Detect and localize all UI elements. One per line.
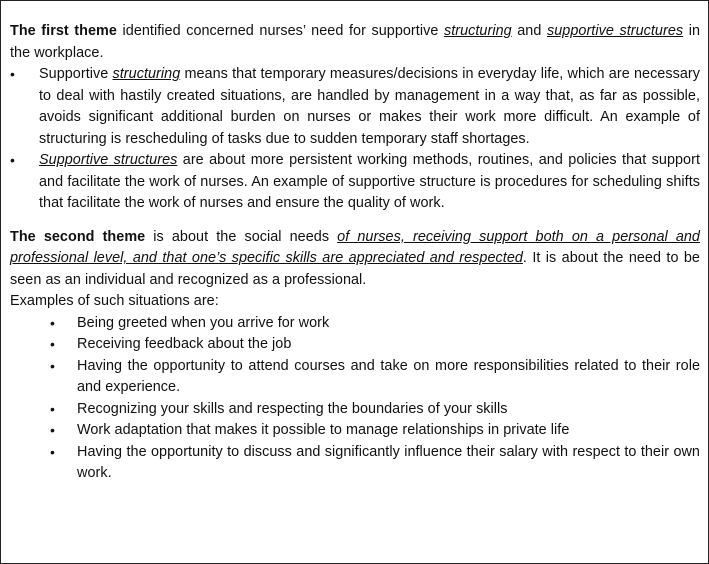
bullet-text: means that temporary measures/decisions in everyday life, which are necessary to deal with hastily created situations, are handled by management in a way that, as far as possible, avoids significant additional burden on nurses or makes their work more difficult. An example of structuring is rescheduling of tasks due to sudden temporary staff shortages. (39, 66, 700, 147)
theme2-intro (10, 227, 700, 292)
example-text: Having the opportunity to discuss and significantly influence their salary with respect to their own work. (77, 443, 700, 481)
theme2-intro-a: is about the social needs (145, 228, 338, 245)
theme2-examples-list (10, 313, 700, 485)
theme1-term-structuring: structuring (443, 23, 512, 39)
theme2-emphasis: of nurses, receiving support both on a personal and professional level, and that one’s specific skills are appreciated and respected (10, 228, 700, 266)
document-body (10, 21, 700, 485)
bullet-term: structuring (112, 66, 181, 82)
example-text: Being greeted when you arrive for work (77, 314, 330, 331)
bullet-icon: • (10, 66, 15, 82)
spacer (10, 215, 700, 227)
list-item (10, 313, 700, 335)
list-item (10, 356, 700, 399)
bullet-icon: • (50, 443, 55, 460)
list-item (10, 64, 700, 150)
bullet-icon: • (50, 357, 55, 374)
theme1-heading: The first theme (10, 23, 117, 39)
bullet-prefix: Supportive (39, 66, 113, 82)
bullet-icon: • (50, 422, 55, 438)
theme1-intro (10, 21, 700, 64)
bullet-icon: • (50, 400, 55, 417)
theme1-intro-a: identified concerned nurses’ need for supportive (116, 23, 444, 39)
example-text: Work adaptation that makes it possible to manage relationships in private life (77, 422, 570, 438)
theme1-term-structures: supportive structures (546, 23, 684, 39)
list-item (10, 150, 700, 215)
theme1-intro-b: and (511, 23, 547, 39)
bullet-icon: • (10, 152, 15, 168)
bullet-term: Supportive structures (39, 152, 178, 168)
example-text: Receiving feedback about the job (77, 336, 292, 352)
list-item (10, 399, 700, 421)
example-text: Having the opportunity to attend courses and take on more responsibilities related to their role and experience. (77, 357, 700, 395)
theme1-intro-c: in the workplace. (10, 23, 700, 61)
theme1-bullet-list (10, 64, 700, 215)
bullet-text: are about more persistent working methods, routines, and policies that support and facilitate the work of nurses. An example of supportive structure is procedures for scheduling shifts that facilitate the work of nurses and ensure the quality of work. (39, 152, 700, 211)
list-item (10, 442, 700, 485)
list-item (10, 334, 700, 356)
list-item (10, 420, 700, 442)
theme2-heading: The second theme (10, 228, 146, 245)
theme2-intro-b: . It is about the need to be seen as an individual and recognized as a professional. (10, 250, 700, 288)
example-text: Recognizing your skills and respecting the boundaries of your skills (77, 400, 508, 417)
examples-label: Examples of such situations are: (10, 293, 219, 309)
bullet-icon: • (50, 336, 55, 352)
bullet-icon: • (50, 314, 55, 331)
